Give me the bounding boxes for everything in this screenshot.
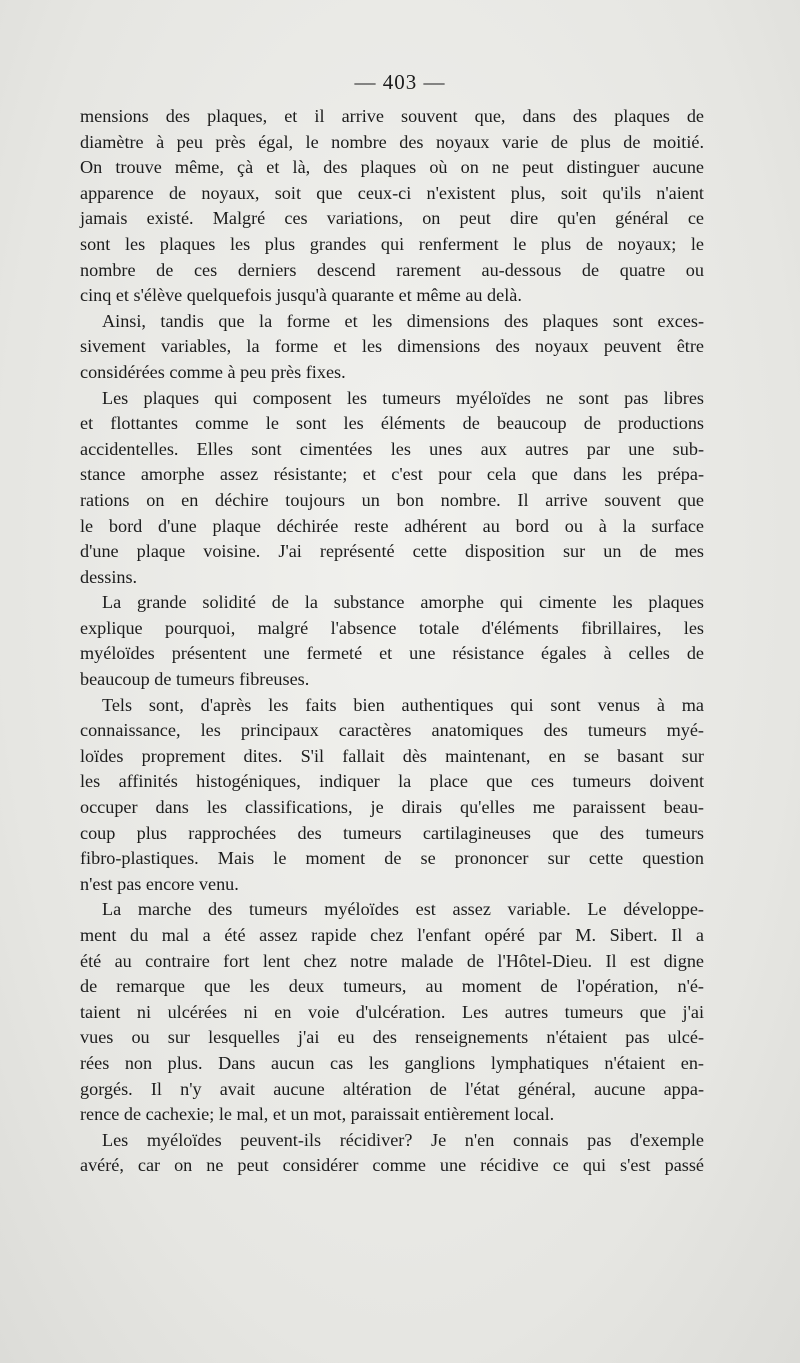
text-line: explique pourquoi, malgré l'absence totale d'éléments fibrillaires, les (80, 617, 704, 638)
text-line: les affinités histogéniques, indiquer la place que ces tumeurs doivent (80, 771, 704, 792)
text-line: diamètre à peu près égal, le nombre des noyaux varie de plus de moitié. (80, 131, 704, 152)
text-line: rence de cachexie; le mal, et un mot, paraissait entièrement local. (80, 1104, 555, 1125)
paragraph (80, 309, 704, 386)
text-line: n'est pas encore venu. (80, 873, 239, 894)
text-line: Tels sont, d'après les faits bien authentiques qui sont venus à ma (102, 694, 704, 715)
text-line: occuper dans les classifications, je dirais qu'elles me paraissent beau- (80, 797, 704, 818)
text-line: apparence de noyaux, soit que ceux-ci n'existent plus, soit qu'ils n'aient (80, 182, 704, 203)
text-line: loïdes proprement dites. S'il fallait dès maintenant, en se basant sur (80, 745, 704, 766)
text-line: Ainsi, tandis que la forme et les dimensions des plaques sont exces- (102, 310, 704, 331)
text-line: de remarque que les deux tumeurs, au moment de l'opération, n'é- (80, 976, 704, 997)
text-line: cinq et s'élève quelquefois jusqu'à quarante et même au delà. (80, 285, 522, 306)
text-line: considérées comme à peu près fixes. (80, 361, 346, 382)
text-line: le bord d'une plaque déchirée reste adhérent au bord ou à la surface (80, 515, 704, 536)
text-line: avéré, car on ne peut considérer comme une récidive ce qui s'est passé (80, 1155, 704, 1176)
text-line: vues ou sur lesquelles j'ai eu des renseignements n'étaient pas ulcé- (80, 1027, 704, 1048)
page-number: — 403 — (354, 70, 446, 94)
text-line: sont les plaques les plus grandes qui renferment le plus de noyaux; le (80, 233, 704, 254)
paragraph (80, 693, 704, 898)
text-line: dessins. (80, 566, 138, 587)
text-line: ment du mal a été assez rapide chez l'enfant opéré par M. Sibert. Il a (80, 925, 704, 945)
text-line: jamais existé. Malgré ces variations, on peut dire qu'en général ce (80, 208, 704, 229)
text-line: fibro-plastiques. Mais le moment de se prononcer sur cette question (80, 848, 704, 869)
paragraph (80, 386, 704, 591)
text-line: rées non plus. Dans aucun cas les ganglions lymphatiques n'étaient en- (80, 1052, 704, 1073)
text-line: beaucoup de tumeurs fibreuses. (80, 669, 310, 690)
text-line: d'une plaque voisine. J'ai représenté cette disposition sur un de mes (80, 541, 704, 562)
text-line: La grande solidité de la substance amorphe qui cimente les plaques (102, 592, 704, 613)
text-line: été au contraire fort lent chez notre malade de l'Hôtel-Dieu. Il est digne (80, 950, 704, 971)
text-line: myéloïdes présentent une fermeté et une résistance égales à celles de (80, 643, 704, 664)
text-line: sivement variables, la forme et les dimensions des noyaux peuvent être (80, 336, 704, 357)
paragraph (80, 104, 704, 309)
text-line: connaissance, les principaux caractères anatomiques des tumeurs myé- (80, 720, 704, 741)
text-line: accidentelles. Elles sont cimentées les unes aux autres par une sub- (80, 438, 704, 459)
text-line: mensions des plaques, et il arrive souvent que, dans des plaques de (80, 106, 704, 126)
text-line: Les plaques qui composent les tumeurs myéloïdes ne sont pas libres (102, 387, 704, 408)
paragraph (80, 897, 704, 1127)
text-line: et flottantes comme le sont les éléments de beaucoup de productions (80, 413, 704, 434)
text-line: gorgés. Il n'y avait aucune altération de l'état général, aucune appa- (80, 1078, 704, 1099)
text-line: stance amorphe assez résistante; et c'est pour cela que dans les prépa- (80, 464, 704, 485)
text-line: Les myéloïdes peuvent-ils récidiver? Je n'en connais pas d'exemple (102, 1129, 704, 1150)
text-line: On trouve même, çà et là, des plaques où on ne peut distinguer aucune (80, 157, 704, 178)
paragraph (80, 590, 704, 692)
text-line: taient ni ulcérées ni en voie d'ulcération. Les autres tumeurs que j'ai (80, 1001, 704, 1022)
text-line: coup plus rapprochées des tumeurs cartilagineuses que des tumeurs (80, 822, 704, 843)
text-line: nombre de ces derniers descend rarement au-dessous de quatre ou (80, 259, 704, 280)
paragraph (80, 1128, 704, 1179)
text-line: rations on en déchire toujours un bon nombre. Il arrive souvent que (80, 489, 704, 510)
body-text (80, 104, 704, 1179)
text-line: La marche des tumeurs myéloïdes est assez variable. Le développe- (102, 899, 704, 920)
